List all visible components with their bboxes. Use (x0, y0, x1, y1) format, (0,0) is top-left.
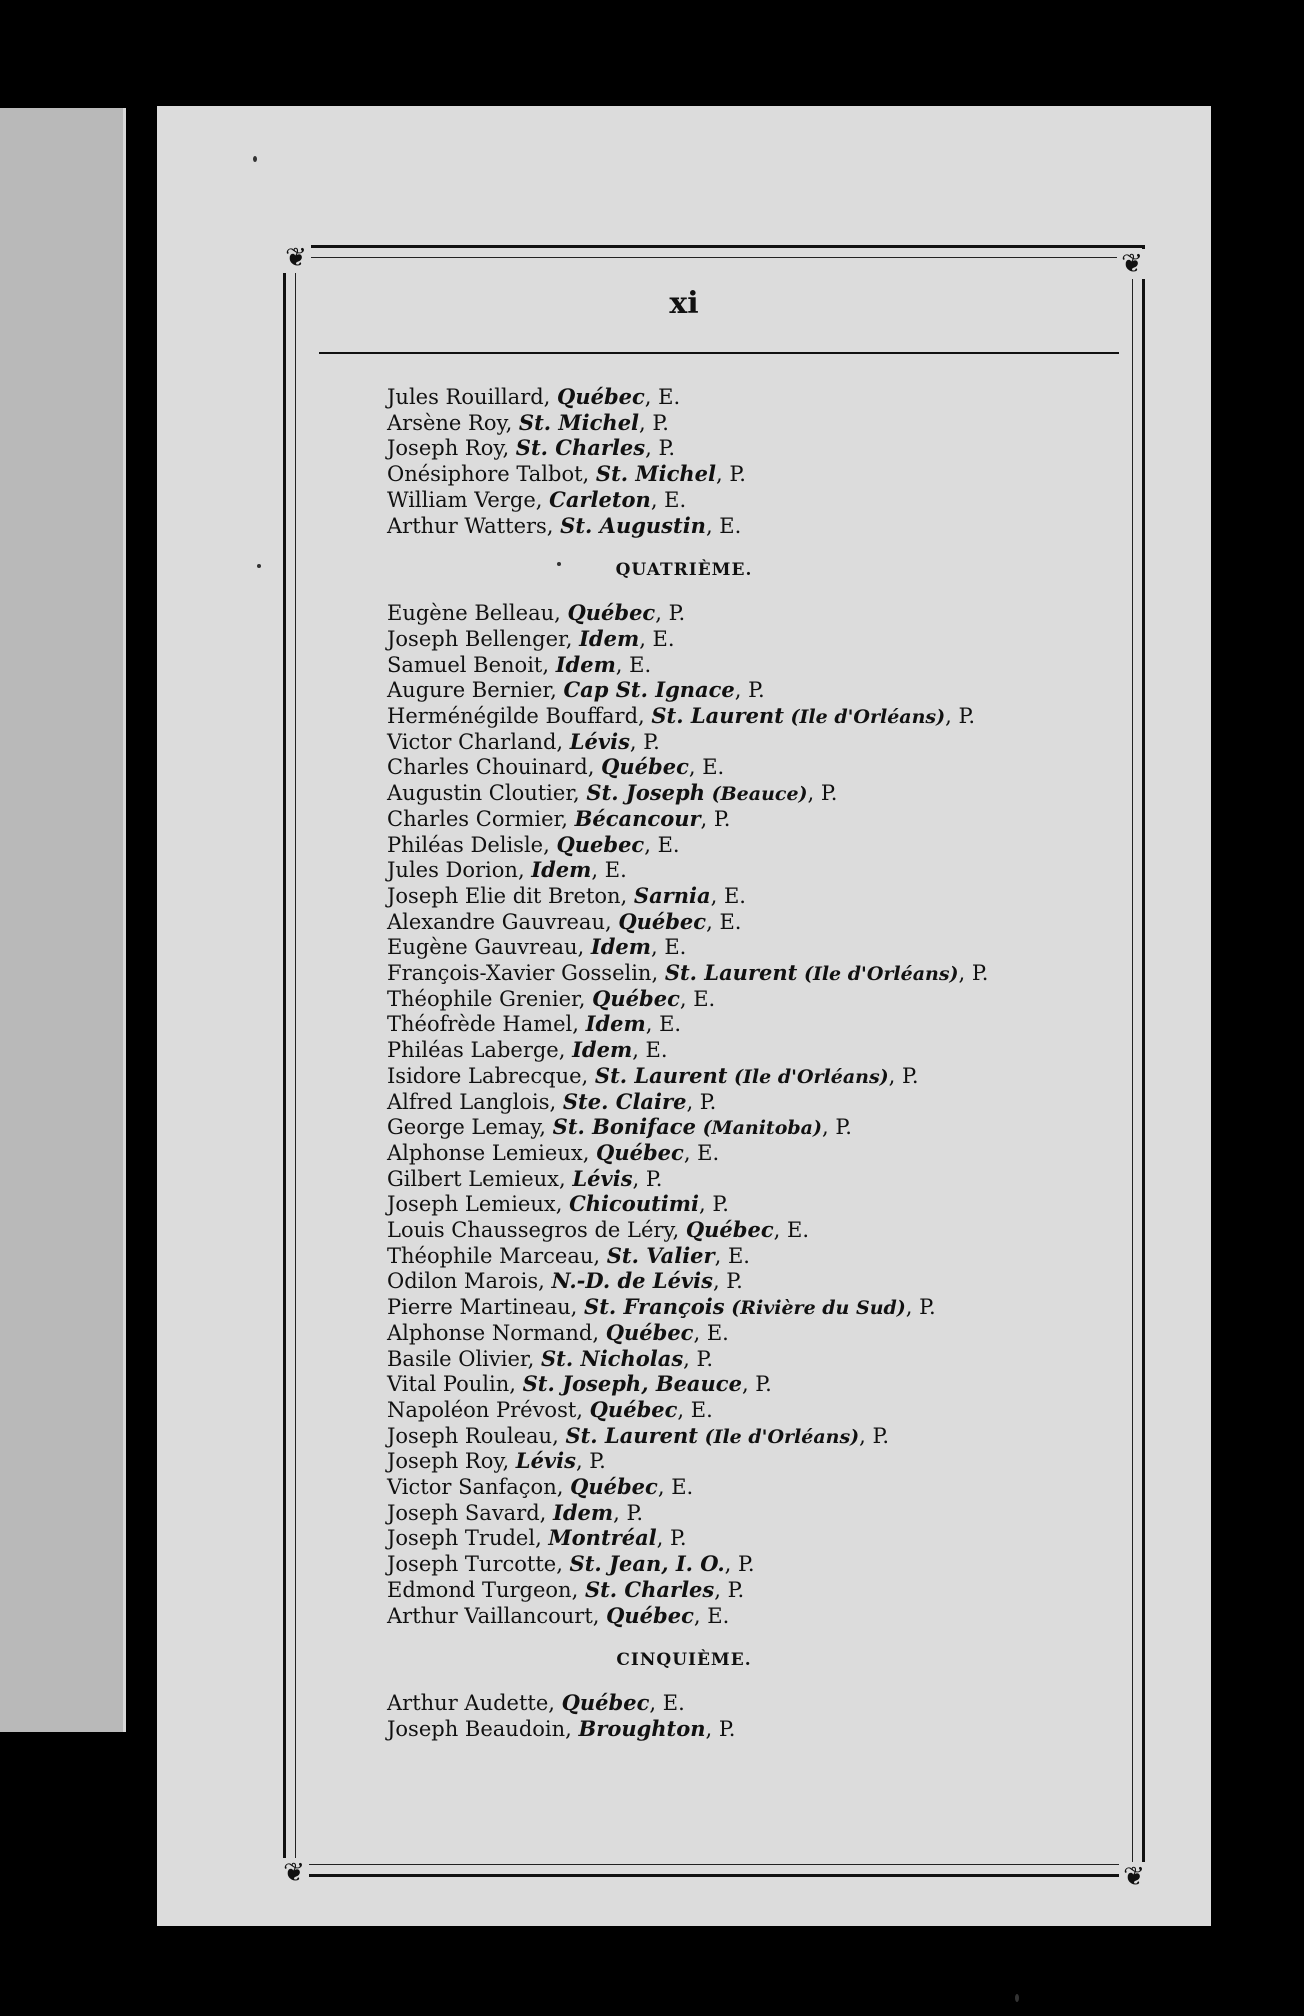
list-item (387, 1346, 713, 1372)
header-rule (319, 352, 1119, 354)
list-item (387, 1140, 719, 1166)
student-status: , E. (688, 755, 725, 780)
student-name: Joseph Bellenger, (387, 626, 580, 651)
student-name: Joseph Beaudoin, (387, 1716, 579, 1741)
student-status: , E. (693, 1320, 729, 1345)
student-place: Sarnia (633, 882, 711, 908)
student-place: Idem (555, 651, 616, 677)
list-item (387, 1063, 919, 1090)
student-status: , E. (639, 626, 675, 651)
student-place: St. Laurent (565, 1422, 698, 1448)
list-item (387, 832, 680, 858)
section-heading: CINQUIÈME. (616, 1650, 752, 1671)
list-item (387, 600, 685, 626)
student-status: , P. (655, 601, 686, 626)
list-item (387, 652, 651, 678)
student-status: , P. (632, 1166, 663, 1191)
student-status: , P. (714, 1577, 745, 1602)
student-status: , P. (807, 781, 838, 806)
page-number: xi (669, 286, 699, 321)
student-place: St. Boniface (552, 1114, 696, 1140)
student-status: , E. (615, 652, 652, 677)
student-name: Joseph Roy, (387, 436, 516, 461)
student-place: Québec (601, 754, 689, 780)
student-place: St. Valier (606, 1242, 715, 1268)
student-place: Chicoutimi (569, 1191, 699, 1217)
student-name: Joseph Rouleau, (387, 1423, 566, 1448)
student-name: Eugène Belleau, (387, 601, 568, 626)
student-name: Philéas Laberge, (387, 1038, 573, 1063)
list-item (387, 703, 975, 730)
student-name: Jules Rouillard, (387, 385, 558, 409)
student-status: , E. (710, 883, 746, 908)
student-place: Québec (605, 1319, 694, 1345)
student-name: Onésiphore Talbot, (387, 462, 596, 487)
corner-ornament-bottom-right: ❦ (1119, 1862, 1149, 1892)
student-place: St. Joseph (586, 780, 705, 806)
list-item (387, 1500, 643, 1526)
student-name: Isidore Labrecque, (387, 1063, 595, 1088)
student-name: Arsène Roy, (387, 410, 519, 435)
student-name: Augure Bernier, (387, 678, 564, 703)
book-page (157, 106, 1211, 1926)
list-item (387, 677, 765, 703)
student-status: , P. (613, 1500, 644, 1525)
student-place: Québec (685, 1217, 774, 1242)
student-status: , E. (693, 1603, 730, 1628)
list-item (387, 1690, 685, 1716)
list-item (387, 513, 741, 539)
student-name: Joseph Trudel, (387, 1526, 549, 1551)
student-place: St. Joseph, Beauce (522, 1371, 742, 1397)
student-place: St. Nicholas (541, 1345, 684, 1371)
student-place: Lévis (515, 1448, 576, 1474)
student-name: Alexandre Gauvreau, (387, 909, 619, 934)
list-item (387, 1320, 729, 1346)
student-place: Broughton (578, 1715, 706, 1741)
list-item (387, 1371, 772, 1397)
student-place: Lévis (572, 1165, 633, 1191)
list-item (387, 1114, 852, 1141)
student-place: Quebec (556, 831, 645, 857)
list-item (387, 384, 680, 410)
student-place: Montréal (548, 1525, 657, 1551)
student-place: St. Michel (518, 409, 640, 435)
student-place: Lévis (569, 728, 630, 754)
student-place-detail: (Ile d'Orléans) (697, 1425, 860, 1448)
student-status: , E. (651, 935, 687, 960)
student-place: St. Laurent (664, 960, 798, 985)
student-status: , E. (632, 1038, 668, 1063)
student-place: Idem (553, 1499, 614, 1525)
student-status: , E. (705, 513, 742, 538)
student-status: , P. (724, 1552, 755, 1577)
student-status: , P. (945, 704, 976, 728)
student-status: , P. (905, 1295, 936, 1320)
student-name: Arthur Audette, (387, 1691, 562, 1716)
list-item (387, 1716, 735, 1742)
student-status: , P. (705, 1716, 736, 1741)
student-name: Alphonse Lemieux, (387, 1140, 597, 1165)
student-place: St. Jean, I. O. (569, 1551, 725, 1577)
student-name: Augustin Cloutier, (387, 781, 587, 806)
student-status: , E. (679, 986, 716, 1011)
student-status: , P. (656, 1526, 687, 1551)
student-name: Louis Chaussegros de Léry, (387, 1218, 686, 1242)
list-item (387, 1037, 668, 1063)
facing-page-edge (0, 108, 126, 1732)
student-place: Idem (572, 1037, 633, 1063)
student-place: St. Laurent (594, 1062, 728, 1088)
student-name: Charles Cormier, (387, 806, 575, 831)
student-place: St. Charles (584, 1576, 715, 1602)
student-place: Idem (531, 857, 592, 883)
student-place: Québec (570, 1474, 658, 1499)
student-place-detail: (Ile d'Orléans) (783, 706, 946, 728)
list-item (387, 909, 741, 935)
student-name: George Lemay, (387, 1115, 553, 1140)
student-name: Edmond Turgeon, (387, 1577, 585, 1602)
list-item (387, 780, 837, 807)
student-place-detail: (Manitoba) (695, 1117, 822, 1140)
student-name: Alfred Langlois, (387, 1089, 563, 1114)
student-name: Pierre Martineau, (387, 1295, 585, 1320)
list-item (387, 729, 660, 755)
student-name: François-Xavier Gosselin, (387, 961, 665, 985)
student-status: , P. (712, 1269, 743, 1294)
student-place: Carleton (549, 486, 651, 512)
student-place: St. Laurent (651, 703, 784, 728)
student-status: , P. (700, 806, 731, 831)
list-item (387, 857, 627, 883)
student-name: Jules Dorion, (387, 858, 532, 883)
student-name: Charles Chouinard, (387, 755, 602, 780)
student-place: Québec (592, 985, 680, 1011)
list-item (387, 1217, 809, 1243)
student-name: Philéas Delisle, (387, 832, 557, 857)
student-status: , E. (644, 385, 681, 409)
student-status: , P. (958, 961, 989, 985)
student-name: Napoléon Prévost, (387, 1397, 590, 1422)
list-item (387, 461, 746, 487)
student-status: , P. (734, 678, 765, 703)
list-item (387, 1191, 729, 1217)
list-item (387, 806, 730, 832)
student-place: St. Augustin (560, 512, 706, 538)
student-place-detail: (Beauce) (705, 783, 808, 806)
list-item (387, 883, 746, 909)
student-name: Victor Charland, (387, 729, 570, 754)
student-place-detail: (Ile d'Orléans) (727, 1065, 889, 1088)
student-name: Arthur Vaillancourt, (387, 1603, 607, 1628)
facing-page-border (123, 108, 126, 1732)
student-name: Alphonse Normand, (387, 1320, 606, 1345)
student-name: Herménégilde Bouffard, (387, 704, 652, 728)
student-name: Basile Olivier, (387, 1346, 542, 1371)
student-status: , E. (591, 858, 627, 883)
list-item (387, 1577, 744, 1603)
student-place: St. François (584, 1294, 725, 1320)
student-name: Théophile Grenier, (387, 986, 593, 1011)
student-status: , E. (657, 1475, 694, 1499)
student-place: St. Michel (595, 461, 717, 487)
corner-ornament-top-left: ❦ (281, 243, 311, 273)
student-status: , P. (859, 1423, 890, 1448)
student-status: , E. (773, 1218, 809, 1242)
paper-speck (257, 564, 261, 568)
corner-ornament-bottom-left: ❦ (279, 1858, 309, 1888)
list-item (387, 1011, 681, 1037)
student-status: , P. (645, 436, 676, 461)
student-place: Ste. Claire (562, 1088, 687, 1114)
list-item (387, 1089, 716, 1115)
student-status: , P. (716, 462, 746, 487)
list-item (387, 1551, 755, 1577)
student-place: Idem (579, 625, 640, 651)
student-status: , E. (677, 1397, 713, 1422)
list-item (387, 934, 686, 960)
list-item (387, 986, 715, 1012)
list-item (387, 410, 669, 436)
student-place: Québec (596, 1139, 684, 1165)
student-name: Eugène Gauvreau, (387, 935, 591, 960)
list-item (387, 435, 675, 461)
student-place-detail: (Ile d'Orléans) (797, 963, 959, 985)
student-name: Théofrède Hamel, (387, 1012, 586, 1037)
student-place: St. Charles (515, 435, 646, 461)
student-status: , P. (888, 1063, 919, 1088)
student-name: Victor Sanfaçon, (387, 1475, 571, 1499)
paper-speck (557, 562, 561, 566)
student-place: N.-D. de Lévis (551, 1268, 713, 1294)
student-status: , P. (698, 1192, 729, 1217)
student-place: Cap St. Ignace (563, 677, 735, 703)
student-place: Idem (585, 1011, 646, 1037)
student-status: , E. (645, 1012, 682, 1037)
list-item (387, 1294, 936, 1321)
list-item (387, 1243, 750, 1269)
student-status: , E. (683, 1140, 720, 1165)
student-status: , P. (821, 1115, 852, 1140)
list-item (387, 1268, 743, 1294)
list-item (387, 1448, 606, 1474)
section-heading: QUATRIÈME. (615, 560, 753, 581)
student-place-detail: (Rivière du Sud) (724, 1297, 906, 1320)
student-status: , E. (649, 1691, 685, 1716)
student-status: , P. (639, 410, 669, 435)
student-place: Québec (567, 600, 656, 626)
student-name: Vital Poulin, (387, 1372, 523, 1397)
list-item (387, 754, 724, 780)
list-item (387, 626, 675, 652)
student-place: Bécancour (574, 805, 701, 831)
list-item (387, 1603, 729, 1629)
student-name: Joseph Elie dit Breton, (387, 883, 634, 908)
student-status: , P. (686, 1089, 717, 1114)
student-name: Odilon Marois, (387, 1269, 552, 1294)
paper-speck (253, 156, 257, 162)
student-status: , P. (629, 729, 660, 754)
student-name: Joseph Roy, (387, 1449, 516, 1474)
student-name: Gilbert Lemieux, (387, 1166, 573, 1191)
student-place: Québec (606, 1602, 694, 1628)
student-place: Québec (557, 384, 645, 409)
student-name: Joseph Lemieux, (387, 1192, 570, 1217)
list-item (387, 1423, 889, 1450)
student-status: , P. (741, 1372, 772, 1397)
student-name: Joseph Turcotte, (387, 1552, 570, 1577)
student-name: Joseph Savard, (387, 1500, 554, 1525)
student-place: Québec (618, 908, 707, 934)
corner-ornament-top-right: ❦ (1117, 249, 1147, 279)
student-status: , E. (650, 487, 687, 512)
student-status: , P. (575, 1449, 606, 1474)
student-status: , P. (683, 1346, 714, 1371)
list-item (387, 1474, 693, 1500)
student-place: Québec (561, 1690, 650, 1716)
student-status: , E. (706, 909, 742, 934)
student-name: Théophile Marceau, (387, 1243, 607, 1268)
student-status: , E. (714, 1243, 750, 1268)
student-name: Samuel Benoit, (387, 652, 556, 677)
student-status: , E. (644, 832, 680, 857)
list-item (387, 960, 988, 987)
list-item (387, 1166, 662, 1192)
student-place: Idem (590, 934, 651, 960)
list-item (387, 1397, 713, 1423)
student-place: Québec (589, 1396, 678, 1422)
student-name: Arthur Watters, (387, 513, 561, 538)
paper-speck (1015, 1994, 1019, 2002)
list-item (387, 487, 686, 513)
list-item (387, 1525, 687, 1551)
student-name: William Verge, (387, 487, 550, 512)
